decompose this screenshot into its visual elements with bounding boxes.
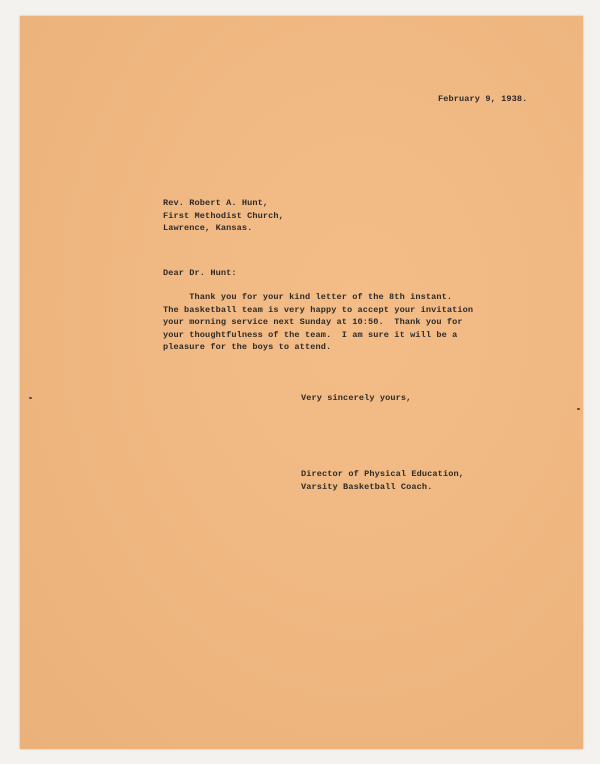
body-line: your thoughtfulness of the team. I am sure it will be a (163, 329, 458, 340)
signature-block (301, 468, 464, 493)
paper-speck (29, 397, 32, 399)
signature-line: Varsity Basketball Coach. (301, 481, 433, 492)
address-line: Lawrence, Kansas. (163, 223, 253, 234)
body-line: Thank you for your kind letter of the 8th instant. (163, 292, 453, 302)
address-line: First Methodist Church, (163, 210, 284, 221)
salutation: Dear Dr. Hunt: (163, 268, 237, 278)
letter-body (163, 291, 473, 354)
signature-line: Director of Physical Education, (301, 469, 464, 479)
letter-page (20, 16, 583, 749)
letter-date: February 9, 1938. (438, 94, 528, 104)
body-line: pleasure for the boys to attend. (163, 342, 332, 353)
recipient-address (163, 197, 284, 235)
paper-speck (577, 408, 580, 410)
closing: Very sincerely yours, (301, 393, 412, 403)
body-line: your morning service next Sunday at 10:50. Thank you for (163, 317, 463, 328)
address-line: Rev. Robert A. Hunt, (163, 198, 269, 208)
body-line: The basketball team is very happy to accept your invitation (163, 304, 474, 315)
